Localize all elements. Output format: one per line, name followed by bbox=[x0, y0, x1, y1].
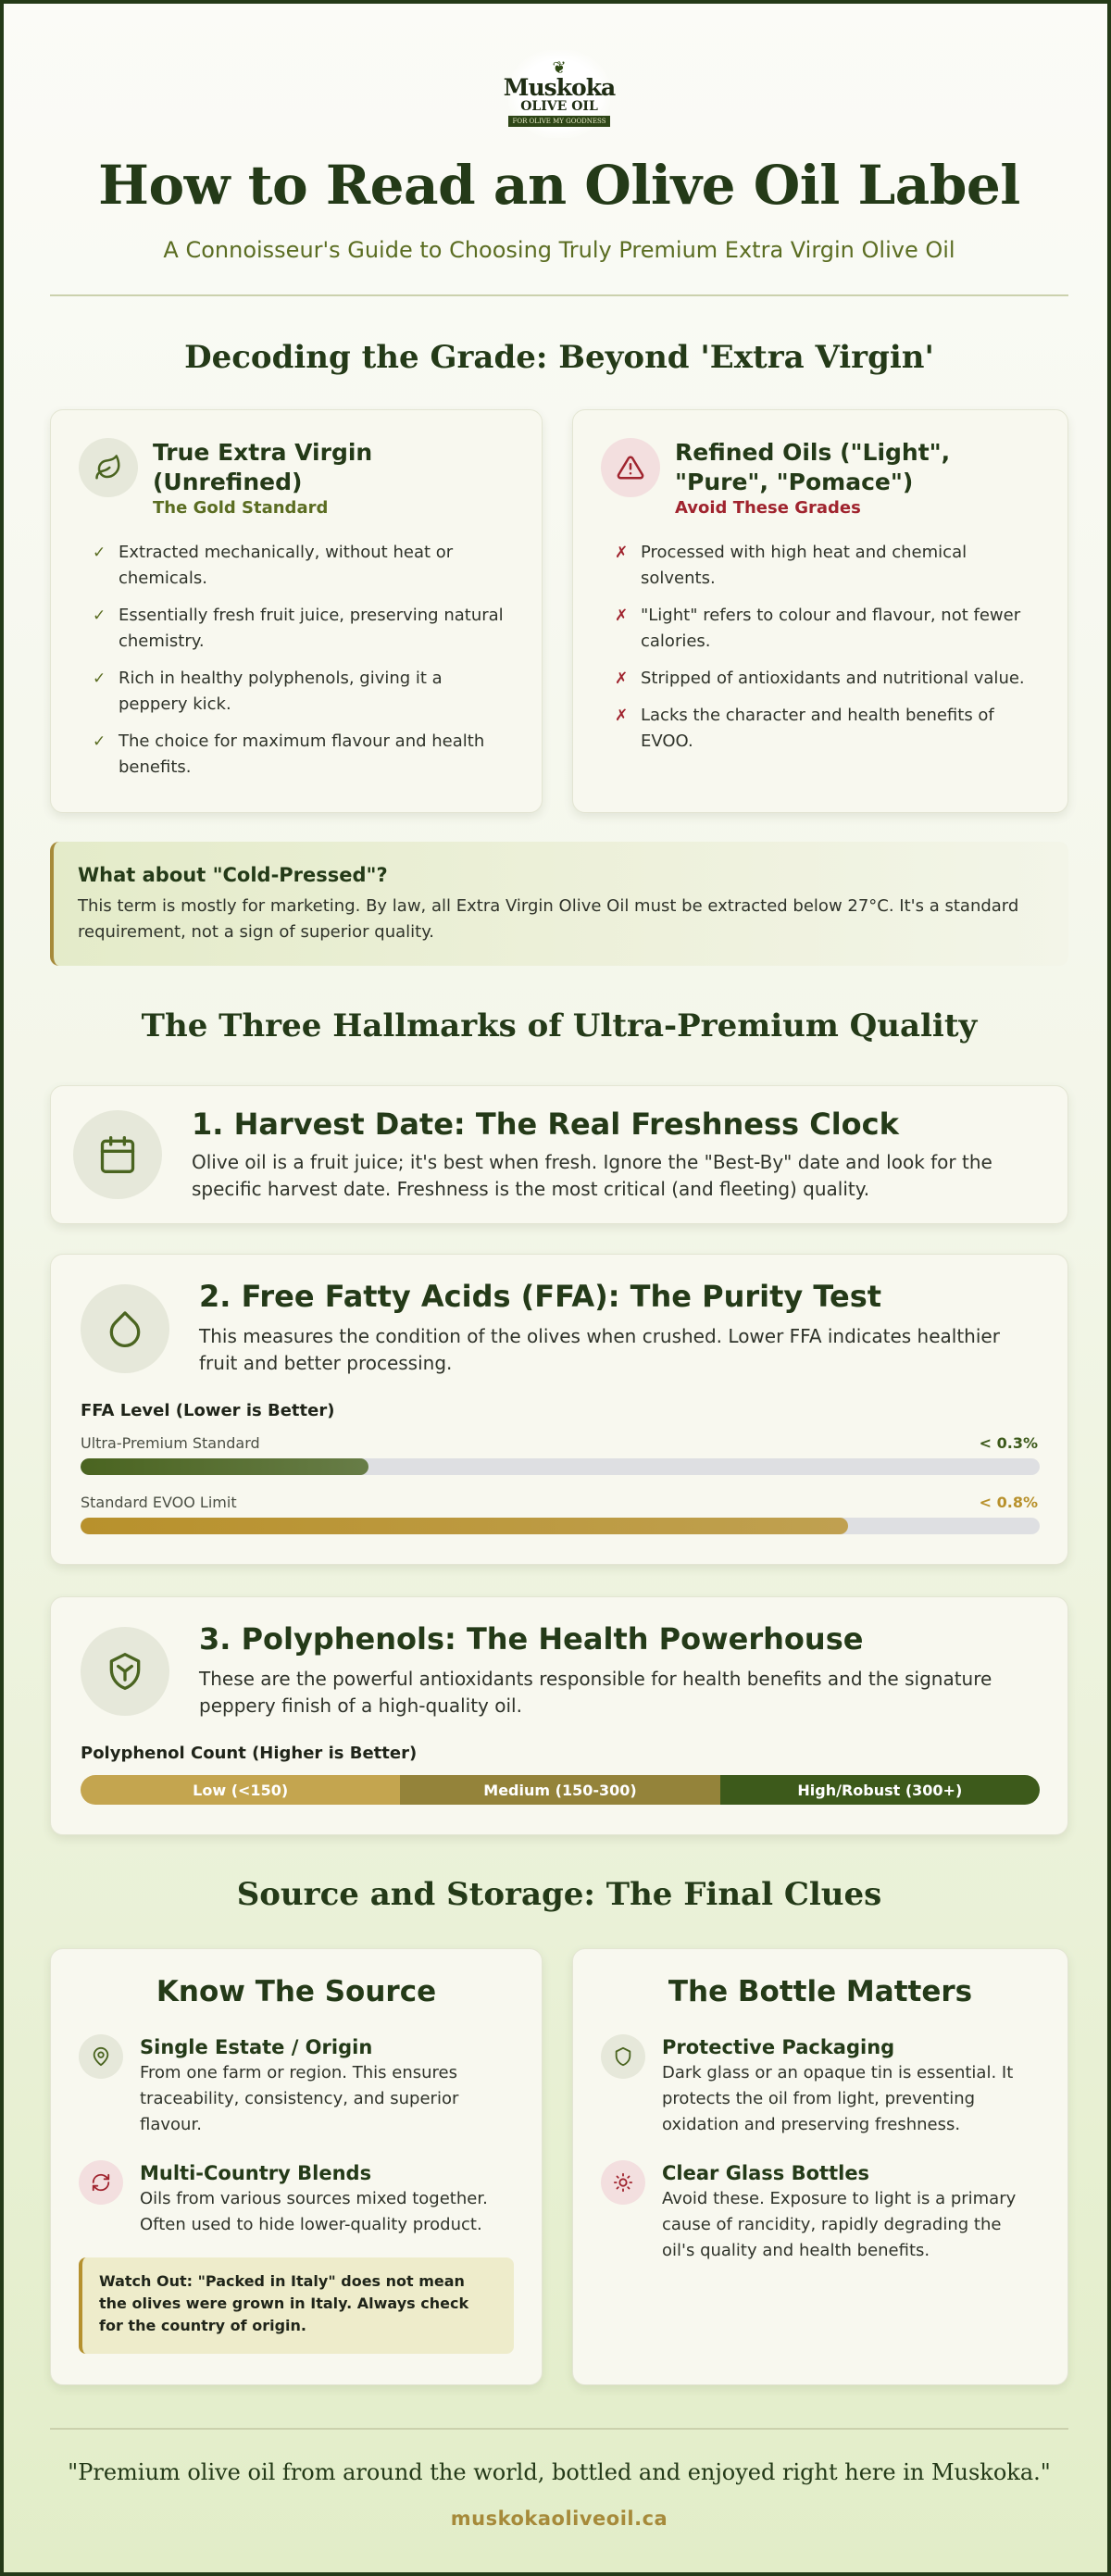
ffa-desc: This measures the condition of the olives when crushed. Lower FFA indicates healthier fruit and better processing. bbox=[199, 1325, 1000, 1374]
refresh-icon bbox=[79, 2160, 123, 2205]
refined-oils-title: Refined Oils ("Light", "Pure", "Pomace") bbox=[675, 439, 951, 495]
extra-virgin-card bbox=[50, 409, 543, 813]
divider bbox=[50, 294, 1068, 296]
polyphenols-title: 3. Polyphenols: The Health Powerhouse bbox=[199, 1621, 864, 1657]
bottle-matters-card bbox=[572, 1948, 1068, 2385]
ffa-meter-label: FFA Level (Lower is Better) bbox=[81, 1401, 335, 1420]
logo-tagline: FOR OLIVE MY GOODNESS bbox=[508, 116, 609, 127]
leaf-icon bbox=[79, 438, 138, 497]
refined-oils-list bbox=[615, 540, 1031, 766]
harvest-date-card bbox=[50, 1085, 1068, 1224]
olive-leaf-icon: ❦ bbox=[552, 58, 567, 78]
drop-icon bbox=[81, 1284, 169, 1373]
logo-sub: OLIVE OIL bbox=[520, 99, 598, 114]
list-item: ✗ Lacks the character and health benefits of EVOO. bbox=[615, 703, 1031, 755]
refined-oils-card bbox=[572, 409, 1068, 813]
extra-virgin-subtitle: The Gold Standard bbox=[153, 498, 329, 518]
list-item: ✓ The choice for maximum flavour and health benefits. bbox=[93, 729, 509, 781]
check-icon: ✓ bbox=[93, 544, 106, 562]
source-section-heading: Source and Storage: The Final Clues bbox=[236, 1876, 882, 1913]
source-item-body: From one farm or region. This ensures traceability, consistency, and superior flavour. bbox=[140, 2063, 459, 2134]
cross-icon: ✗ bbox=[615, 707, 629, 725]
bottle-item-heading: Protective Packaging bbox=[662, 2036, 895, 2058]
ffa-bar-value: < 0.8% bbox=[979, 1494, 1038, 1511]
list-item: ✗ Processed with high heat and chemical solvents. bbox=[615, 540, 1031, 592]
harvest-date-desc: Olive oil is a fruit juice; it's best when fresh. Ignore the "Best-By" date and look for the specific harvest date. Freshness is the most critical (and fleeting) quality. bbox=[192, 1151, 992, 1200]
hallmarks-heading: The Three Hallmarks of Ultra-Premium Quality bbox=[141, 1007, 978, 1044]
know-source-title: Know The Source bbox=[156, 1975, 437, 2008]
ffa-card bbox=[50, 1254, 1068, 1565]
source-item-heading: Single Estate / Origin bbox=[140, 2036, 373, 2058]
callout-body: This term is mostly for marketing. By law, all Extra Virgin Olive Oil must be extracted below 27°C. It's a standard requirement, not a sign of superior quality. bbox=[78, 896, 1019, 942]
calendar-icon bbox=[73, 1110, 162, 1199]
extra-virgin-list bbox=[93, 540, 509, 792]
source-item-blends bbox=[79, 2160, 514, 2238]
polyphenol-segment-medium: Medium (150-300) bbox=[400, 1775, 719, 1805]
footer-quote: "Premium olive oil from around the world, bottled and enjoyed right here in Muskoka." bbox=[68, 2459, 1051, 2485]
bottle-item-body: Avoid these. Exposure to light is a primary cause of rancidity, rapidly degrading the oil's quality and health benefits. bbox=[662, 2189, 1017, 2260]
page-title: How to Read an Olive Oil Label bbox=[98, 154, 1020, 217]
list-item: ✗ "Light" refers to colour and flavour, not fewer calories. bbox=[615, 603, 1031, 655]
cross-icon: ✗ bbox=[615, 544, 629, 562]
warning-icon bbox=[601, 438, 660, 497]
source-item-body: Oils from various sources mixed together. Often used to hide lower-quality product. bbox=[140, 2189, 488, 2234]
extra-virgin-title: True Extra Virgin (Unrefined) bbox=[153, 439, 373, 495]
cold-pressed-callout bbox=[50, 842, 1068, 966]
ffa-title: 2. Free Fatty Acids (FFA): The Purity Test bbox=[199, 1279, 882, 1314]
list-item: ✓ Extracted mechanically, without heat or chemicals. bbox=[93, 540, 509, 592]
check-icon: ✓ bbox=[93, 669, 106, 688]
bottle-item-protective bbox=[601, 2034, 1036, 2138]
shield-icon bbox=[601, 2034, 645, 2079]
polyphenol-segment-high: High/Robust (300+) bbox=[720, 1775, 1040, 1805]
bottle-item-body: Dark glass or an opaque tin is essential. It protects the oil from light, preventing oxidation and preserving freshness. bbox=[662, 2063, 1014, 2134]
ffa-bar-track bbox=[81, 1458, 1040, 1475]
watch-out-note: Watch Out: "Packed in Italy" does not mean the olives were grown in Italy. Always check for the country of origin. bbox=[79, 2257, 514, 2354]
polyphenol-meter-label: Polyphenol Count (Higher is Better) bbox=[81, 1744, 418, 1763]
grade-section-heading: Decoding the Grade: Beyond 'Extra Virgin' bbox=[184, 339, 934, 376]
ffa-bar-fill bbox=[81, 1518, 848, 1534]
polyphenol-scale bbox=[81, 1775, 1040, 1805]
ffa-bar-fill bbox=[81, 1458, 368, 1475]
cross-icon: ✗ bbox=[615, 606, 629, 625]
cross-icon: ✗ bbox=[615, 669, 629, 688]
check-icon: ✓ bbox=[93, 732, 106, 751]
source-item-single-estate bbox=[79, 2034, 514, 2138]
footer-divider bbox=[50, 2428, 1068, 2430]
bottle-matters-title: The Bottle Matters bbox=[668, 1975, 973, 2008]
know-source-card bbox=[50, 1948, 543, 2385]
source-item-heading: Multi-Country Blends bbox=[140, 2162, 372, 2184]
polyphenols-desc: These are the powerful antioxidants responsible for health benefits and the signature peppery finish of a high-quality oil. bbox=[199, 1668, 992, 1717]
logo-brand: Muskoka bbox=[503, 74, 616, 101]
sun-icon bbox=[601, 2160, 645, 2205]
ffa-bar-label: Standard EVOO Limit bbox=[81, 1494, 237, 1511]
shield-leaf-icon bbox=[81, 1627, 169, 1716]
brand-logo bbox=[503, 50, 616, 138]
list-item: ✓ Rich in healthy polyphenols, giving it a peppery kick. bbox=[93, 666, 509, 718]
ffa-bar-value: < 0.3% bbox=[979, 1434, 1038, 1452]
page-subtitle: A Connoisseur's Guide to Choosing Truly Premium Extra Virgin Olive Oil bbox=[163, 237, 955, 263]
bottle-item-clear-glass bbox=[601, 2160, 1036, 2264]
ffa-bar-track bbox=[81, 1518, 1040, 1534]
location-pin-icon bbox=[79, 2034, 123, 2079]
list-item: ✓ Essentially fresh fruit juice, preserving natural chemistry. bbox=[93, 603, 509, 655]
ffa-bar-label: Ultra-Premium Standard bbox=[81, 1434, 260, 1452]
harvest-date-title: 1. Harvest Date: The Real Freshness Clock bbox=[192, 1107, 899, 1142]
check-icon: ✓ bbox=[93, 606, 106, 625]
list-item: ✗ Stripped of antioxidants and nutritional value. bbox=[615, 666, 1031, 692]
website-link[interactable]: muskokaoliveoil.ca bbox=[450, 2507, 668, 2530]
polyphenols-card bbox=[50, 1596, 1068, 1835]
refined-oils-subtitle: Avoid These Grades bbox=[675, 498, 861, 518]
callout-title: What about "Cold-Pressed"? bbox=[78, 864, 388, 886]
polyphenol-segment-low: Low (<150) bbox=[81, 1775, 400, 1805]
bottle-item-heading: Clear Glass Bottles bbox=[662, 2162, 870, 2184]
